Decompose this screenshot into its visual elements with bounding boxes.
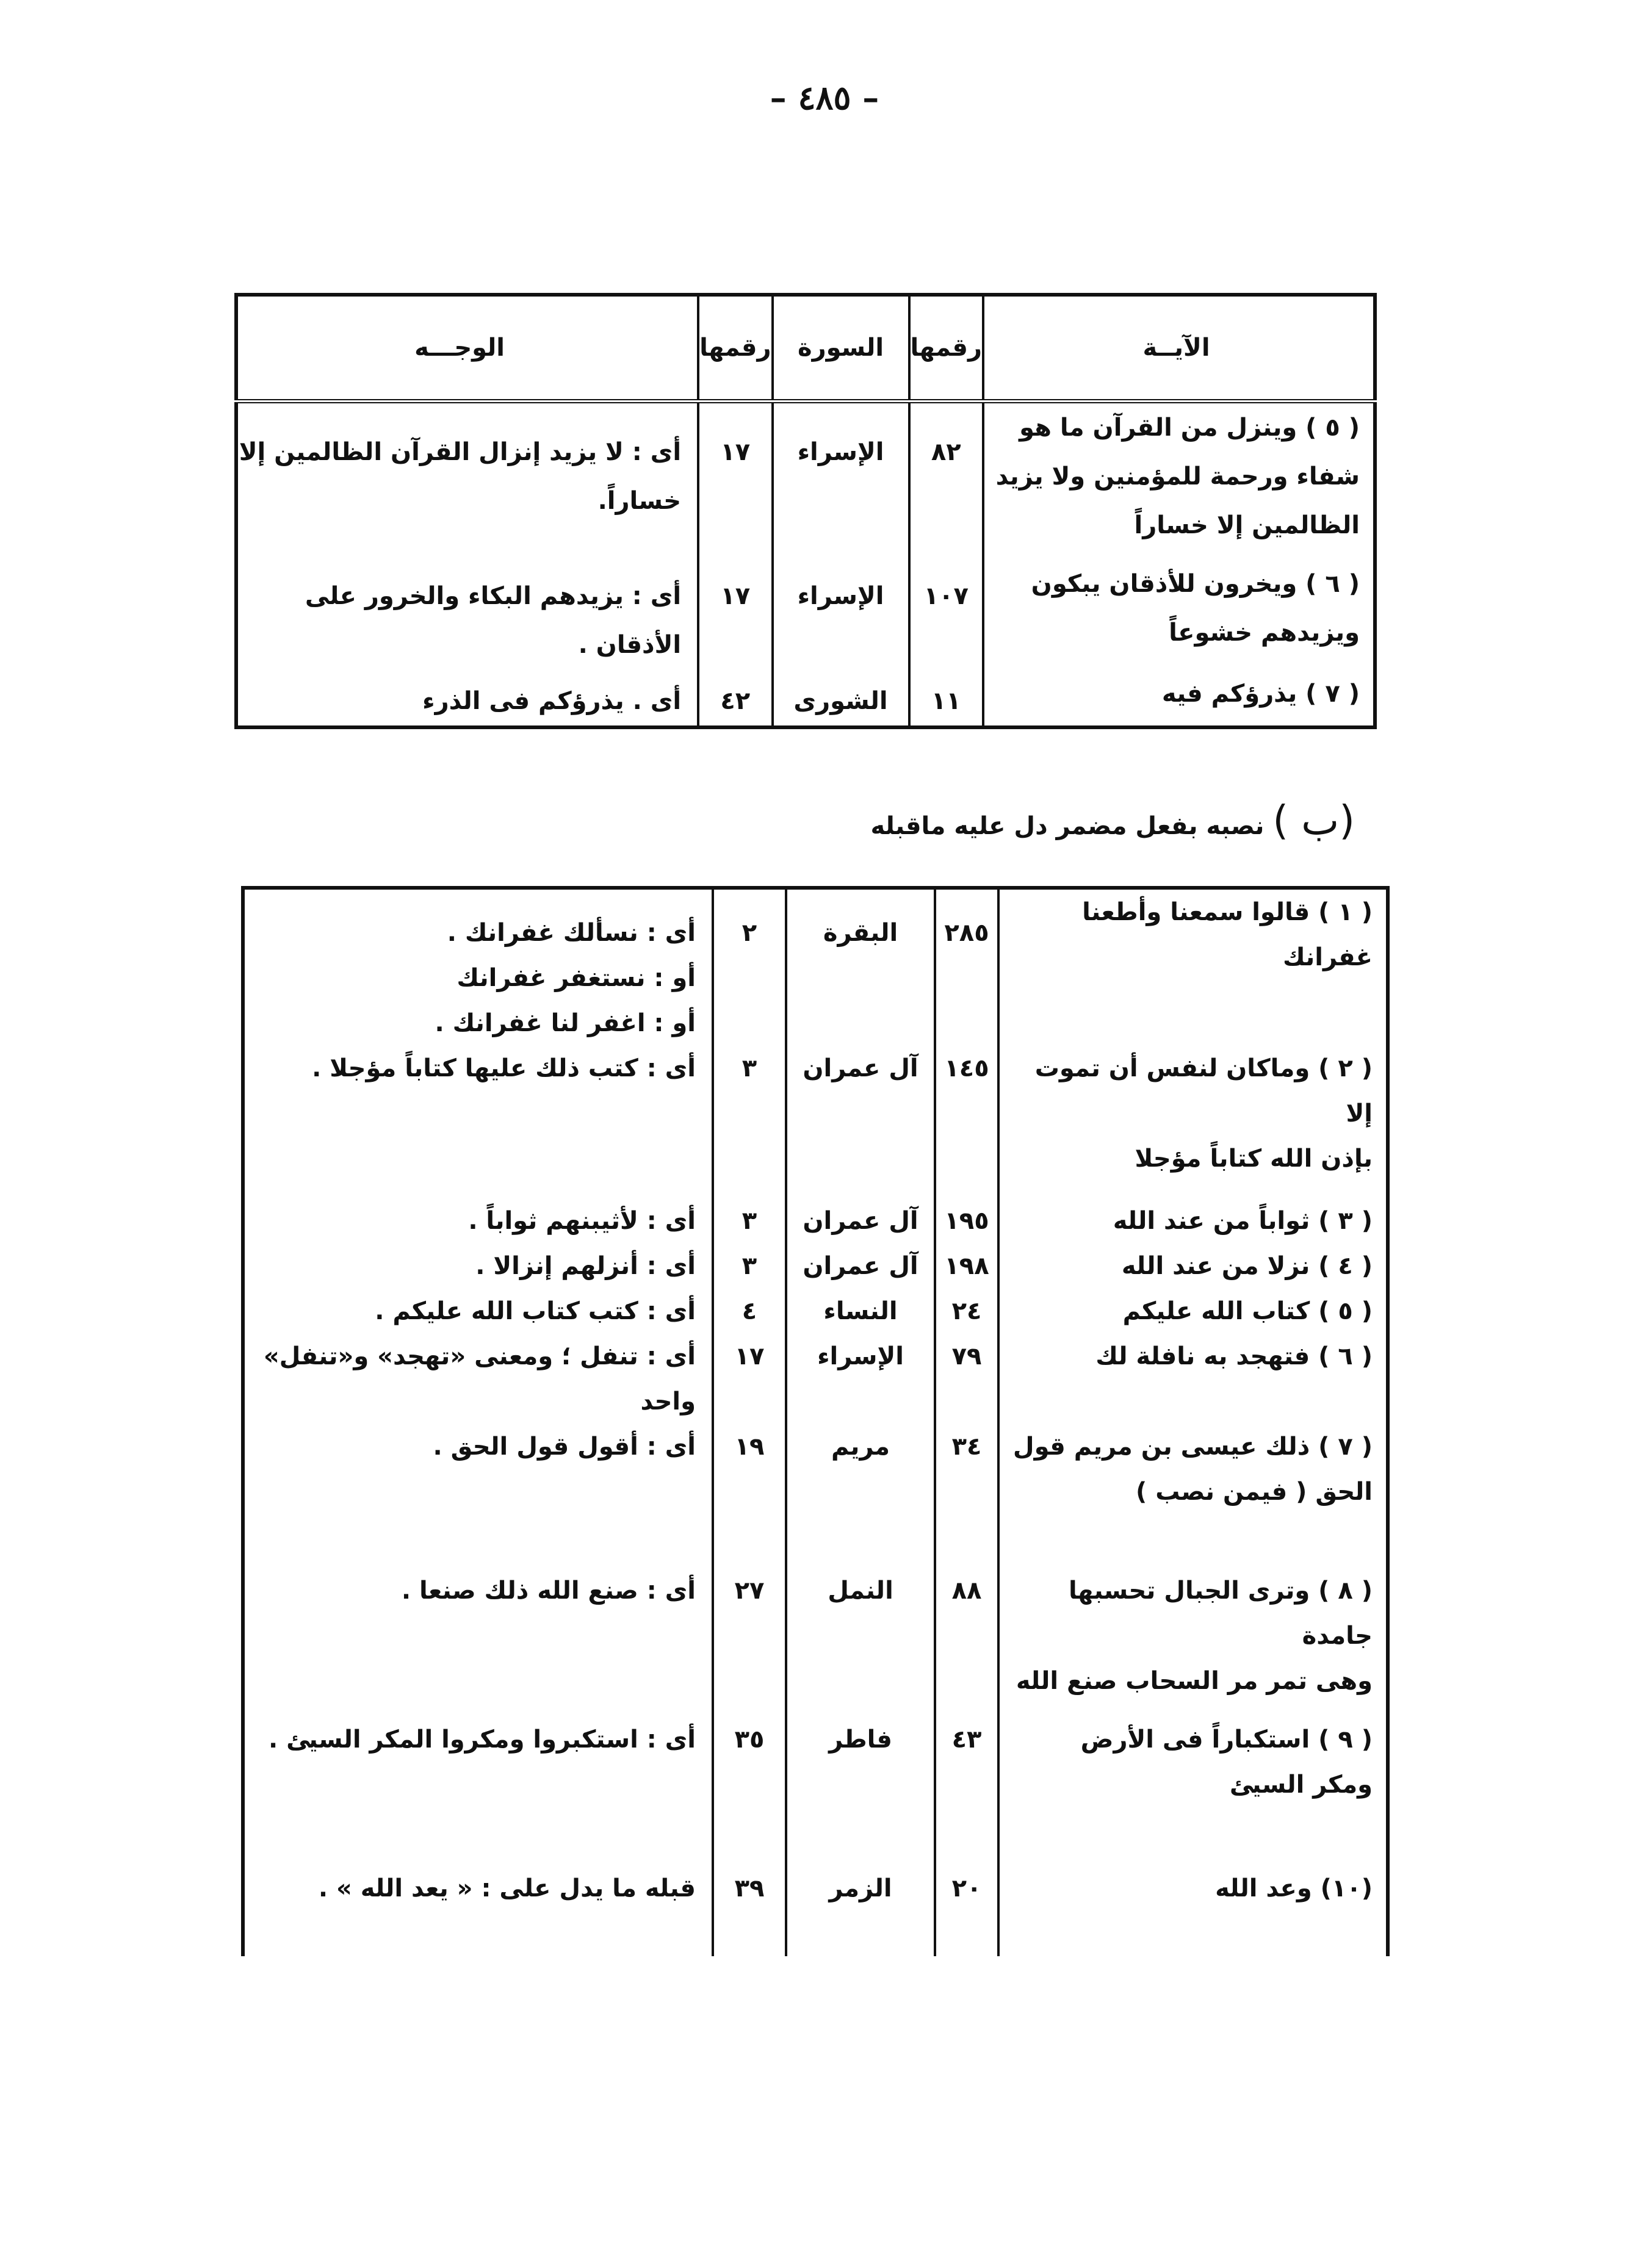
header-ayah-number: رقمها — [909, 295, 983, 401]
surah-number-cell: ٣ — [713, 1046, 786, 1198]
header-surah: السورة — [773, 295, 909, 401]
ayah-cell — [998, 1289, 1388, 1334]
table-row — [236, 401, 1375, 560]
ayah-number-cell: ١٤٥ — [935, 1046, 998, 1198]
ayah-number-cell: ٤٣ — [935, 1717, 998, 1866]
surah-cell: آل عمران — [786, 1198, 935, 1244]
explanation-line: أو : نستغفر غفرانك — [456, 964, 696, 992]
ayah-line: ومكر السيئ — [1229, 1771, 1373, 1799]
explanation-cell — [243, 1866, 713, 1956]
header-explanation: الوجـــه — [236, 295, 698, 401]
explanation-line: قبله ما يدل على : « يعد الله » . — [318, 1874, 696, 1903]
explanation-cell — [243, 1244, 713, 1289]
explanation-cell — [243, 1717, 713, 1866]
explanation-cell — [243, 1046, 713, 1198]
ayah-line: ( ٤ ) نزلا من عند الله — [1121, 1252, 1373, 1280]
explanation-cell — [243, 1198, 713, 1244]
explanation-line: أى : كتب كتاب الله عليكم . — [375, 1297, 696, 1325]
ayah-line: بإذن الله كتاباً مؤجلا — [1135, 1145, 1373, 1173]
ayah-line: ( ٥ ) كتاب الله عليكم — [1122, 1297, 1373, 1325]
surah-cell: آل عمران — [786, 1244, 935, 1289]
ayah-line: ( ٢ ) وماكان لنفس أن تموت إلا — [1034, 1054, 1373, 1128]
ayah-cell — [983, 401, 1375, 560]
table-2 — [241, 886, 1390, 1956]
section-b-heading — [793, 793, 1355, 854]
ayah-line: ( ٥ ) وينزل من القرآن ما هو — [1019, 414, 1360, 442]
ayah-cell — [998, 1424, 1388, 1568]
surah-cell: النساء — [786, 1289, 935, 1334]
explanation-line: أى : تنفل ؛ ومعنى «تهجد» و«تنفل» واحد — [263, 1342, 696, 1416]
table-row — [243, 1866, 1388, 1956]
ayah-number-cell: ٣٤ — [935, 1424, 998, 1568]
ayah-cell — [998, 1198, 1388, 1244]
ayah-cell — [983, 669, 1375, 727]
ayah-line: ( ٨ ) وترى الجبال تحسبها جامدة — [1069, 1577, 1373, 1650]
ayah-line: (١٠) وعد الله — [1215, 1874, 1373, 1903]
ayah-line: الحق ( فيمن نصب ) — [1136, 1478, 1373, 1506]
table-1 — [234, 293, 1377, 729]
ayah-number-cell: ١٠٧ — [909, 560, 983, 669]
ayah-number-cell: ٢٠ — [935, 1866, 998, 1956]
surah-cell: الزمر — [786, 1866, 935, 1956]
surah-cell: مريم — [786, 1424, 935, 1568]
ayah-number-cell: ١٩٨ — [935, 1244, 998, 1289]
explanation-cell — [243, 888, 713, 1046]
surah-number-cell: ٤٢ — [698, 669, 772, 727]
page-number: – ٤٨٥ – — [770, 78, 879, 117]
ayah-line: ( ١ ) قالوا سمعنا وأطعنا غفرانك — [1082, 898, 1373, 971]
ayah-number-cell: ١٩٥ — [935, 1198, 998, 1244]
explanation-cell — [243, 1289, 713, 1334]
surah-number-cell: ٣ — [713, 1244, 786, 1289]
ayah-line: ( ٣ ) ثواباً من عند الله — [1113, 1207, 1373, 1235]
table-row — [243, 1334, 1388, 1424]
explanation-cell — [236, 560, 698, 669]
explanation-cell — [243, 1568, 713, 1717]
header-surah-number: رقمها — [698, 295, 772, 401]
ayah-cell — [998, 888, 1388, 1046]
header-ayah: الآيــة — [983, 295, 1375, 401]
surah-cell: النمل — [786, 1568, 935, 1717]
explanation-line: أو : اغفر لنا غفرانك . — [435, 1009, 696, 1037]
ayah-line: ( ٩ ) استكباراً فى الأرض — [1080, 1726, 1373, 1754]
surah-cell: فاطر — [786, 1717, 935, 1866]
surah-number-cell: ١٧ — [713, 1334, 786, 1424]
ayah-cell — [998, 1568, 1388, 1717]
explanation-line: أى : كتب ذلك عليها كتاباً مؤجلا . — [312, 1054, 696, 1082]
explanation-cell — [243, 1334, 713, 1424]
ayah-number-cell: ٢٨٥ — [935, 888, 998, 1046]
ayah-cell — [998, 1244, 1388, 1289]
table-header-row — [236, 295, 1375, 401]
surah-cell: الإسراء — [786, 1334, 935, 1424]
table-row — [243, 1424, 1388, 1568]
surah-number-cell: ١٩ — [713, 1424, 786, 1568]
ayah-line: الظالمين إلا خساراً — [1134, 511, 1360, 539]
ayah-line: وهى تمر مر السحاب صنع الله — [1016, 1667, 1373, 1695]
explanation-line: أى : لا يزيد إنزال القرآن الظالمين إلا خساراً. — [239, 438, 682, 515]
surah-number-cell: ٢ — [713, 888, 786, 1046]
ayah-cell — [998, 1866, 1388, 1956]
ayah-cell — [998, 1717, 1388, 1866]
ayah-number-cell: ١١ — [909, 669, 983, 727]
ayah-number-cell: ٧٩ — [935, 1334, 998, 1424]
surah-cell: البقرة — [786, 888, 935, 1046]
ayah-number-cell: ٢٤ — [935, 1289, 998, 1334]
explanation-cell — [243, 1424, 713, 1568]
table-row — [243, 1244, 1388, 1289]
surah-number-cell: ٣٥ — [713, 1717, 786, 1866]
explanation-line: أى : استكبروا ومكروا المكر السيئ . — [269, 1726, 696, 1754]
surah-cell: الشورى — [773, 669, 909, 727]
ayah-line: ( ٧ ) يذرؤكم فيه — [1161, 680, 1360, 708]
table-row — [243, 1046, 1388, 1198]
table-row — [236, 669, 1375, 727]
ayah-number-cell: ٨٢ — [909, 401, 983, 560]
surah-number-cell: ٣٩ — [713, 1866, 786, 1956]
ayah-line: شفاء ورحمة للمؤمنين ولا يزيد — [995, 463, 1360, 491]
ayah-cell — [983, 560, 1375, 669]
ayah-cell — [998, 1334, 1388, 1424]
table-row — [236, 560, 1375, 669]
explanation-line: أى : صنع الله ذلك صنعا . — [401, 1577, 696, 1605]
explanation-cell — [236, 401, 698, 560]
explanation-cell — [236, 669, 698, 727]
ayah-line: ( ٧ ) ذلك عيسى بن مريم قول — [1012, 1433, 1373, 1461]
table-row — [243, 888, 1388, 1046]
explanation-line: أى : نسألك غفرانك . — [447, 919, 696, 947]
surah-cell: آل عمران — [786, 1046, 935, 1198]
surah-number-cell: ١٧ — [698, 401, 772, 560]
surah-number-cell: ٢٧ — [713, 1568, 786, 1717]
explanation-line: أى : أقول قول الحق . — [433, 1433, 696, 1461]
explanation-line: أى . يذرؤكم فى الذرء — [422, 687, 682, 715]
surah-number-cell: ٤ — [713, 1289, 786, 1334]
explanation-line: أى : لأثيبنهم ثواباً . — [468, 1207, 696, 1235]
surah-cell: الإسراء — [773, 560, 909, 669]
ayah-line: ويزيدهم خشوعاً — [1169, 619, 1360, 647]
ayah-line: ( ٦ ) فتهجد به نافلة لك — [1095, 1342, 1373, 1370]
explanation-line: أى : يزيدهم البكاء والخرور على الأذقان . — [305, 582, 682, 659]
table-row — [243, 1198, 1388, 1244]
section-title: نصبه بفعل مضمر دل عليه ماقبله — [870, 812, 1265, 840]
table-row — [243, 1717, 1388, 1866]
ayah-line: ( ٦ ) ويخرون للأذقان يبكون — [1031, 570, 1360, 598]
section-letter: (ب ) — [1272, 797, 1355, 844]
ayah-cell — [998, 1046, 1388, 1198]
table-row — [243, 1568, 1388, 1717]
ayah-number-cell: ٨٨ — [935, 1568, 998, 1717]
explanation-line: أى : أنزلهم إنزالا . — [475, 1252, 696, 1280]
surah-cell: الإسراء — [773, 401, 909, 560]
table-row — [243, 1289, 1388, 1334]
surah-number-cell: ١٧ — [698, 560, 772, 669]
surah-number-cell: ٣ — [713, 1198, 786, 1244]
